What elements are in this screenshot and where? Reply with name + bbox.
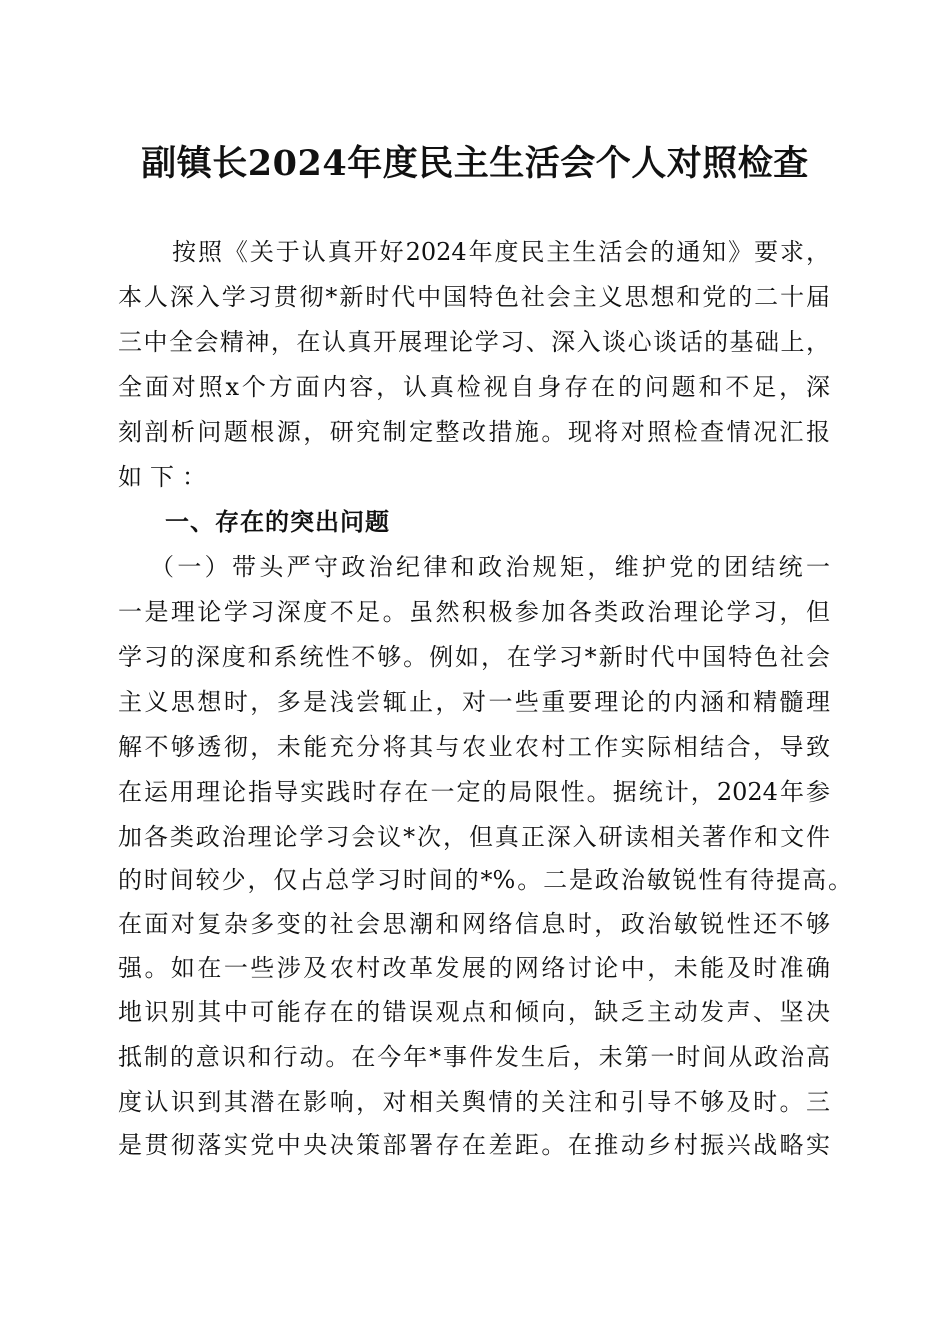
paragraph-line: 全面对照x个方面内容，认真检视自身存在的问题和不足，深 (118, 373, 830, 401)
paragraph-line: 在运用理论指导实践时存在一定的局限性。据统计，2024年参 (118, 778, 830, 806)
paragraph-line: 本人深入学习贯彻*新时代中国特色社会主义思想和党的二十届 (118, 283, 830, 311)
paragraph-line: 的时间较少，仅占总学习时间的*%。二是政治敏锐性有待提高。 (118, 866, 852, 894)
paragraph-line: 三中全会精神，在认真开展理论学习、深入谈心谈话的基础上， (118, 328, 830, 356)
paragraph-line: 解不够透彻，未能充分将其与农业农村工作实际相结合，导致 (118, 733, 830, 761)
subsection-heading: （一）带头严守政治纪律和政治规矩，维护党的团结统一 (150, 553, 830, 581)
document-title: 副镇长2024年度民主生活会个人对照检查 (141, 143, 809, 184)
paragraph-line: 强。如在一些涉及农村改革发展的网络讨论中，未能及时准确 (118, 954, 830, 982)
paragraph-line: 加各类政治理论学习会议*次，但真正深入研读相关著作和文件 (118, 823, 830, 851)
section-heading: 一、存在的突出问题 (165, 508, 390, 536)
paragraph-line: 度认识到其潜在影响，对相关舆情的关注和引导不够及时。三 (118, 1088, 830, 1116)
paragraph-line: 主义思想时，多是浅尝辄止，对一些重要理论的内涵和精髓理 (118, 688, 830, 716)
paragraph-line: 是贯彻落实党中央决策部署存在差距。在推动乡村振兴战略实 (118, 1131, 830, 1159)
paragraph-line: 如下： (118, 463, 214, 491)
paragraph-line: 抵制的意识和行动。在今年*事件发生后，未第一时间从政治高 (118, 1043, 830, 1071)
paragraph-line: 一是理论学习深度不足。虽然积极参加各类政治理论学习，但 (118, 598, 830, 626)
paragraph-line: 刻剖析问题根源，研究制定整改措施。现将对照检查情况汇报 (118, 418, 830, 446)
paragraph-line: 学习的深度和系统性不够。例如，在学习*新时代中国特色社会 (118, 643, 830, 671)
paragraph-line: 按照《关于认真开好2024年度民主生活会的通知》要求， (172, 238, 830, 266)
paragraph-line: 在面对复杂多变的社会思潮和网络信息时，政治敏锐性还不够 (118, 910, 830, 938)
paragraph-line: 地识别其中可能存在的错误观点和倾向，缺乏主动发声、坚决 (118, 998, 830, 1026)
